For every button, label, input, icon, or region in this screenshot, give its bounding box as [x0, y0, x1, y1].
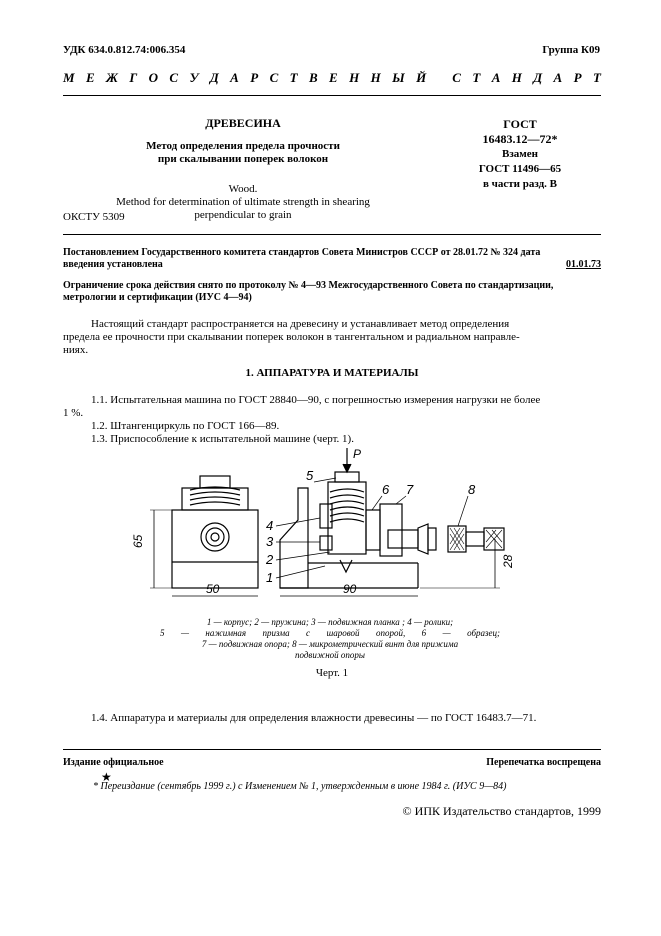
- title-rule: [63, 234, 601, 235]
- intro-line-1: Настоящий стандарт распространяется на древесину и устанавливает метод определения: [91, 318, 510, 330]
- banner-letter: В: [308, 70, 318, 85]
- decree: [63, 247, 601, 271]
- front-view-spring-hatch: [190, 487, 240, 505]
- intro-paragraph: [63, 318, 601, 357]
- screw-nut: [428, 528, 436, 550]
- front-view-bore-middle: [206, 528, 224, 546]
- banner-letter: Р: [573, 70, 582, 85]
- english-title-line-3: perpendicular to grain: [194, 209, 292, 221]
- reprint-notice: Перепечатка воспрещена: [486, 757, 601, 768]
- fixture-drawing: [130, 448, 530, 613]
- gost-label: ГОСТ: [503, 117, 537, 131]
- restriction: [63, 280, 601, 304]
- decree-date: 01.01.73: [566, 259, 601, 270]
- interstate-standard-banner: [63, 70, 601, 86]
- banner-letter: У: [189, 70, 199, 85]
- decree-line-1: Постановлением Государственного комитета стандартов Совета Министров СССР от 28.01.72 № 324 дата: [63, 247, 541, 258]
- dim-width-left-label: 50: [206, 582, 220, 596]
- callout-1: 1: [266, 570, 274, 585]
- item-1-1-line-1: 1.1. Испытательная машина по ГОСТ 28840—90, с погрешностью измерения нагрузки не более: [91, 394, 541, 406]
- oksty-code: ОКСТУ 5309: [63, 211, 125, 223]
- banner-letter: Н: [349, 70, 360, 85]
- callout-5-leader: [314, 478, 336, 482]
- callout-5: 5: [306, 468, 314, 483]
- front-view-bore-outer: [201, 523, 229, 551]
- banner-letter: Т: [289, 70, 298, 85]
- movable-plate: [320, 536, 332, 550]
- gost-block: [440, 117, 600, 192]
- banner-letter: С: [169, 70, 179, 85]
- item-1-4: 1.4. Аппаратура и материалы для определения влажности древесины — по ГОСТ 16483.7—71.: [91, 712, 537, 724]
- callout-3: 3: [266, 534, 274, 549]
- load-label: P: [353, 448, 362, 461]
- front-view-top-plate: [200, 476, 230, 488]
- restriction-line-2: метрологии и сертификации (ИУС 4—94): [63, 292, 252, 303]
- decree-line-2: введения установлена: [63, 259, 163, 270]
- banner-letter: Г: [129, 70, 138, 85]
- banner-letter: Р: [250, 70, 259, 85]
- callout-7: 7: [406, 482, 414, 497]
- old-gost: ГОСТ 11496—65: [478, 163, 562, 175]
- front-view-bore-inner: [211, 533, 219, 541]
- screw-cone: [418, 524, 428, 554]
- banner-letter: Н: [511, 70, 522, 85]
- banner-letter: Е: [329, 70, 338, 85]
- item-1-1-line-2: 1 %.: [63, 407, 84, 419]
- restriction-line-1: Ограничение срока действия снято по протоколу № 4—93 Межгосударственного Совета по стандартизации,: [63, 280, 554, 291]
- specimen: [366, 510, 380, 550]
- banner-letter: Н: [370, 70, 381, 85]
- spring-housing: [328, 482, 366, 554]
- old-gost-part: в части разд. В: [482, 178, 557, 190]
- callout-8-leader: [458, 496, 468, 526]
- bottom-support-tip: [340, 560, 352, 572]
- intro-line-3: ниях.: [63, 344, 89, 356]
- title-block: [63, 117, 423, 222]
- caption-line-2: 5 — нажимная призма с шаровой опорой, 6 — образец;: [160, 628, 500, 638]
- callout-4: 4: [266, 518, 274, 533]
- load-arrow-head: [343, 464, 351, 472]
- fixture-side-view: [280, 448, 515, 596]
- header-rule: [63, 95, 601, 96]
- subtitle-line-2: при скалывании поперек волокон: [157, 153, 329, 165]
- item-1-3: 1.3. Приспособление к испытательной машине (черт. 1).: [91, 433, 354, 445]
- front-view-body: [172, 510, 258, 588]
- gost-number: 16483.12—72*: [482, 132, 558, 146]
- banner-letter: А: [491, 70, 501, 85]
- banner-letter: О: [148, 70, 158, 85]
- callout-6: 6: [382, 482, 390, 497]
- section-1-items: [63, 394, 601, 446]
- banner-letter: С: [452, 70, 461, 85]
- banner-letter: Е: [85, 70, 95, 85]
- section-1-heading: 1. АППАРАТУРА И МАТЕРИАЛЫ: [245, 367, 419, 379]
- spring-coils: [330, 489, 364, 522]
- banner-letter: Д: [533, 70, 543, 85]
- callout-1-leader: [276, 566, 325, 578]
- english-title-line-1: Wood.: [228, 183, 258, 195]
- pressure-prism: [335, 472, 359, 482]
- callout-8: 8: [468, 482, 476, 497]
- dim-height-label: 65: [131, 534, 145, 548]
- banner-letter: Д: [209, 70, 219, 85]
- callout-2: 2: [266, 552, 274, 567]
- english-title-line-2: Method for determination of ultimate strength in shearing: [116, 196, 370, 208]
- group-code: Группа К09: [542, 44, 600, 56]
- dim-width-right-label: 90: [343, 582, 357, 596]
- caption-line-4: подвижной опоры: [294, 650, 366, 660]
- instead-label: Взамен: [502, 148, 538, 160]
- screw-knob-hatch: [486, 530, 502, 548]
- copyright: © ИПК Издательство стандартов, 1999: [402, 804, 601, 818]
- banner-letter: Ж: [106, 70, 118, 85]
- screw-thread: [466, 532, 484, 546]
- caption-line-3: 7 — подвижная опора; 8 — микрометрический винт для прижима: [201, 639, 459, 649]
- side-view-left-post: [280, 488, 308, 588]
- banner-letter: А: [230, 70, 239, 85]
- banner-letter: М: [63, 70, 75, 85]
- callout-2-leader: [276, 552, 330, 560]
- official-edition: Издание официальное: [63, 757, 164, 768]
- banner-letter: [438, 70, 441, 86]
- figure-caption: [160, 617, 500, 661]
- banner-letter: С: [269, 70, 279, 85]
- banner-letter: А: [553, 70, 563, 85]
- caption-line-1: 1 — корпус; 2 — пружина; 3 — подвижная планка ; 4 — ролики;: [206, 617, 454, 627]
- star-icon: ★: [101, 770, 112, 784]
- intro-line-2: предела ее прочности при скалывании поперек волокон в тангентальном и радиальном направле-: [63, 331, 520, 343]
- banner-letter: Й: [416, 70, 427, 85]
- item-1-2: 1.2. Штангенциркуль по ГОСТ 166—89.: [91, 420, 280, 432]
- reissue-note: * Переиздание (сентябрь 1999 г.) с Изменением № 1, утвержденным в июне 1984 г. (ИУС 9—84): [93, 781, 507, 792]
- subtitle-line-1: Метод определения предела прочности: [146, 140, 340, 152]
- callout-numbers: [265, 468, 476, 585]
- footer-rule: [63, 749, 601, 750]
- banner-letter: Т: [472, 70, 481, 85]
- document-title: ДРЕВЕСИНА: [205, 116, 281, 130]
- screw-knurl-hatch: [450, 528, 464, 550]
- banner-letter: Т: [592, 70, 601, 85]
- support-rod: [388, 530, 418, 548]
- callout-7-leader: [396, 496, 406, 504]
- figure-label: Черт. 1: [315, 667, 349, 679]
- fixture-front-view: [131, 476, 258, 596]
- udk-code: УДК 634.0.812.74:006.354: [63, 44, 186, 56]
- banner-letter: Ы: [392, 70, 405, 85]
- dim-right-label: 28: [501, 554, 515, 568]
- decree-line-2-row: [63, 259, 601, 271]
